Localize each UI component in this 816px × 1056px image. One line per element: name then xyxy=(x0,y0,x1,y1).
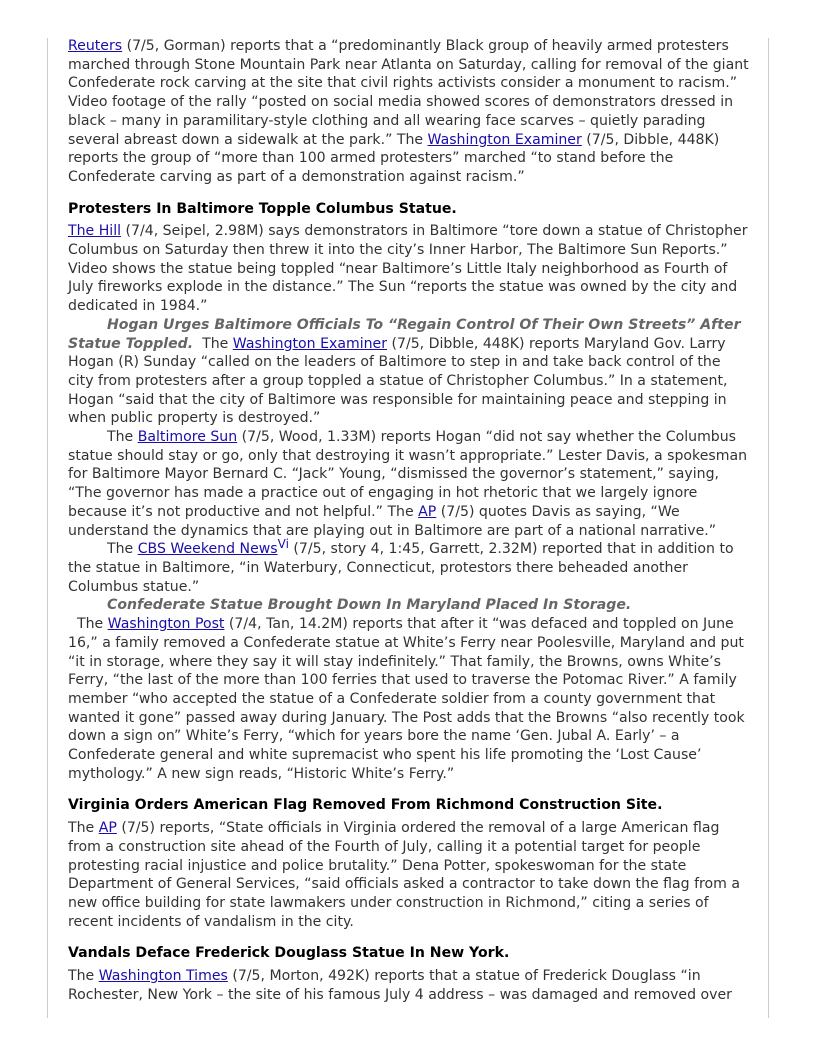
article-virginia-flag xyxy=(68,796,750,931)
source-link-washington-examiner[interactable]: Washington Examiner xyxy=(232,335,388,352)
source-link-ap[interactable]: AP xyxy=(418,503,437,520)
paragraph-text: (7/5) reports, “State officials in Virginia ordered the removal of a large American flag from a construction site ahead of the Fourth of July, calling it a potential target for people protesting racial injustice and police brutality.” Dena Potter, spokeswoman for the state Department of General Services, “said officials asked a contractor to take down the flag from a new office building for state lawmakers under construction in Richmond,” citing a series of recent incidents of vandalism in the city. xyxy=(68,820,741,930)
source-link-washington-examiner[interactable]: Washington Examiner xyxy=(427,131,582,148)
left-margin-rule xyxy=(47,38,48,1018)
paragraph-text: (7/5, Dibble, 448K) reports the group of “more than 100 armed protesters” marched “to stand before the Confederate carving as part of a demonstration against racism.” xyxy=(68,131,720,185)
paragraph xyxy=(68,37,750,187)
paragraph xyxy=(68,222,750,316)
subheading-confederate-statue: Confederate Statue Brought Down In Maryland Placed In Storage. xyxy=(107,597,632,614)
source-link-washington-post[interactable]: Washington Post xyxy=(107,616,225,633)
paragraph-text: (7/5, story 4, 1:45, Garrett, 2.32M) reported that in addition to the statue in Baltimore, “in Waterbury, Connecticut, protestors there beheaded another Columbus statue.” xyxy=(68,541,734,595)
article-heading: Vandals Deface Frederick Douglass Statue In New York. xyxy=(68,945,510,962)
paragraph-text: (7/5, Gorman) reports that a “predominantly Black group of heavily armed protesters marched through Stone Mountain Park near Atlanta on Saturday, calling for removal of the giant Confederate rock carving at the site that civil rights activists consider a monument to racism.” Video footage of the rally “posted on social media showed scores of demonstrators dressed in black – many in paramilitary-style clothing and all wearing face scarves – quietly parading several abreast down a sidewalk at the park.” The xyxy=(68,38,749,148)
source-link-cbs-weekend-news[interactable]: CBS Weekend News xyxy=(137,541,278,558)
paragraph-text: The xyxy=(107,541,138,558)
subheading-hogan: Hogan Urges Baltimore Officials To “Regain Control Of Their Own Streets” After Statue Toppled. xyxy=(68,316,741,352)
paragraph-text: The xyxy=(68,820,99,837)
source-link-the-hill[interactable]: The Hill xyxy=(68,223,122,240)
article-frederick-douglass xyxy=(68,944,750,1004)
source-link-washington-times[interactable]: Washington Times xyxy=(98,968,228,985)
paragraph xyxy=(68,819,750,931)
paragraph-text: (7/5) quotes Davis as saying, “We understand the dynamics that are playing out in Baltimore are part of a national narrative.” xyxy=(68,503,717,539)
paragraph-text: The xyxy=(68,968,99,985)
paragraph-text: (7/5, Morton, 492K) reports that a statue of Frederick Douglass “in Rochester, New York – the site of his famous July 4 address – was damaged and removed over xyxy=(68,968,732,1003)
paragraph-text: (7/5, Dibble, 448K) reports Maryland Gov. Larry Hogan (R) Sunday “called on the leaders of Baltimore to step in and take back control of the city from protesters after a group toppled a statue of Christopher Columbus.” In a statement, Hogan “said that the city of Baltimore was responsible for maintaining peace and stepping in when public property is destroyed.” xyxy=(68,335,728,427)
paragraph xyxy=(68,596,750,783)
paragraph-text: The xyxy=(68,616,108,633)
paragraph-text: (7/5, Wood, 1.33M) reports Hogan “did not say whether the Columbus statue should stay or go, only that destroying it wasn’t appropriate.” Lester Davis, a spokesman for Baltimore Mayor Bernard C. “Jack” Young, “dismissed the governor’s statement,” saying, “The governor has made a practice out of engaging in hot rhetoric that we largely ignore because it’s not productive and not helpful.” The xyxy=(68,429,748,520)
paragraph-text: (7/4, Tan, 14.2M) reports that after it “was defaced and toppled on June 16,” a family removed a Confederate statue at White’s Ferry near Poolesville, Maryland and put “it in storage, where they say it will stay indefinitely.” That family, the Browns, owns White’s Ferry, “the last of the more than 100 ferries that used to traverse the Potomac River.” A family member “who accepted the statue of a Confederate soldier from a county government that wanted it gone” passed away during January. The Post adds that the Browns “also recently took down a sign on” White’s Ferry, “which for years bore the name ‘Gen. Jubal A. Early’ – a Confederate general and white supremacist who spent his life promoting the ‘Lost Cause’ mythology.” A new sign reads, “Historic White’s Ferry.” xyxy=(68,616,745,782)
paragraph-text: The xyxy=(193,335,233,352)
right-margin-rule xyxy=(768,38,769,1018)
article-stone-mountain xyxy=(68,37,750,187)
paragraph xyxy=(68,316,750,428)
paragraph xyxy=(68,428,750,540)
paragraph xyxy=(68,967,750,1004)
paragraph-text: (7/4, Seipel, 2.98M) says demonstrators in Baltimore “tore down a statue of Christopher Columbus on Saturday then threw it into the city’s Inner Harbor, The Baltimore Sun Reports.” Video shows the statue being toppled “near Baltimore’s Little Italy neighborhood as Fourth of July fireworks explode in the distance.” The Sun “reports the statue was owned by the city and dedicated in 1984.” xyxy=(68,223,748,315)
article-heading: Protesters In Baltimore Topple Columbus Statue. xyxy=(68,200,457,217)
document-page xyxy=(68,37,750,1004)
source-link-reuters[interactable]: Reuters xyxy=(68,38,123,54)
article-heading: Virginia Orders American Flag Removed From Richmond Construction Site. xyxy=(68,797,663,814)
paragraph-text: The xyxy=(107,429,138,446)
source-link-ap[interactable]: AP xyxy=(98,820,117,837)
paragraph xyxy=(68,537,750,596)
source-link-baltimore-sun[interactable]: Baltimore Sun xyxy=(137,429,238,446)
video-indicator[interactable]: Vi xyxy=(277,537,289,552)
article-baltimore-columbus xyxy=(68,200,750,784)
